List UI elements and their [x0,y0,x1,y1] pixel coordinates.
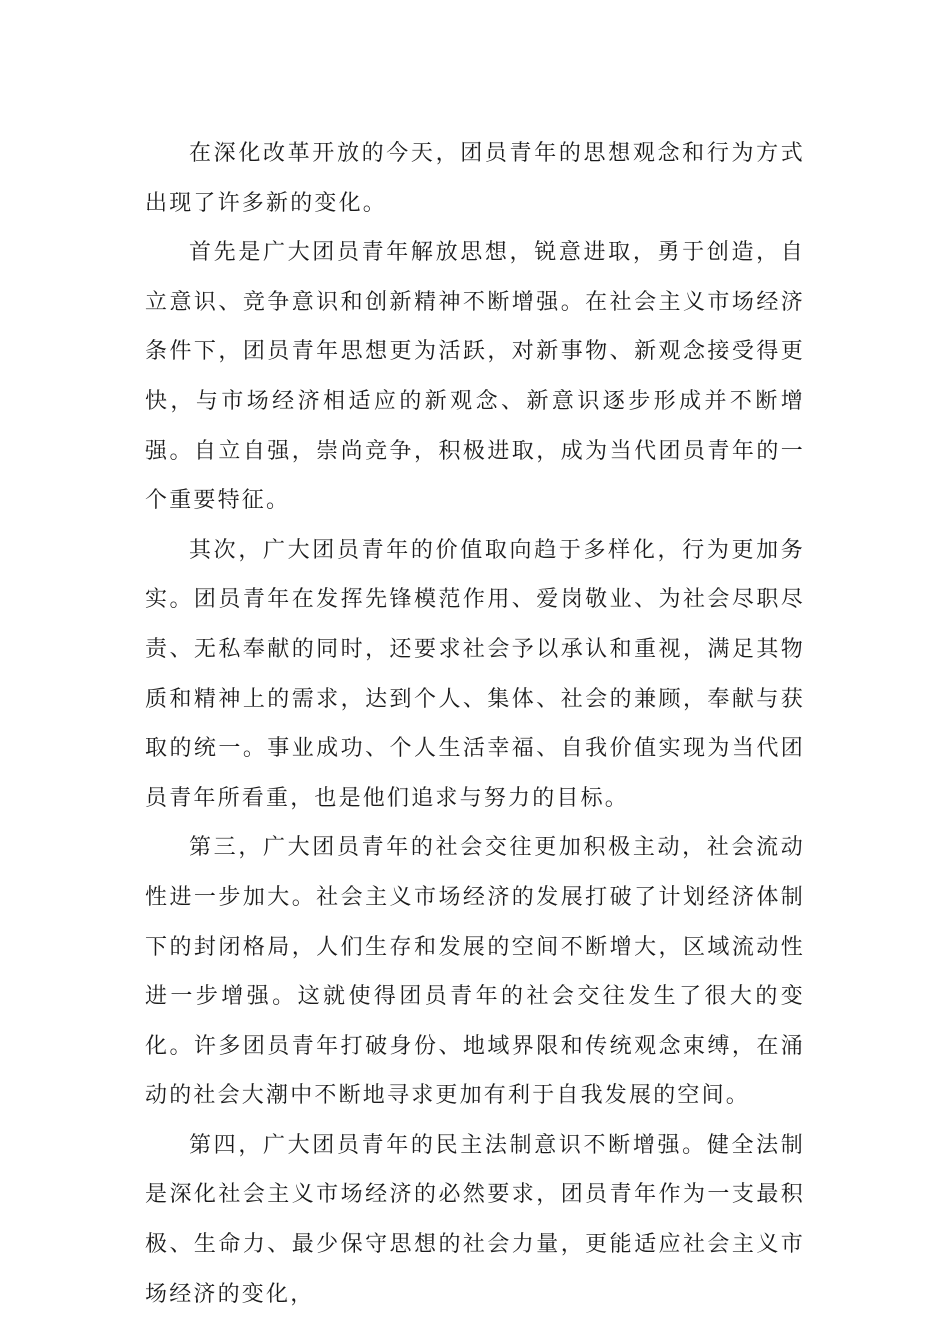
paragraph-third: 第三，广大团员青年的社会交往更加积极主动，社会流动性进一步加大。社会主义市场经济的发展打破了计划经济体制下的封闭格局，人们生存和发展的空间不断增大，区域流动性进一步增强。这就使得团员青年的社会交往发生了很大的变化。许多团员青年打破身份、地域界限和传统观念束缚，在涌动的社会大潮中不断地寻求更加有利于自我发展的空间。 [145,835,805,1109]
paragraph-fourth: 第四，广大团员青年的民主法制意识不断增强。健全法制是深化社会主义市场经济的必然要求，团员青年作为一支最积极、生命力、最少保守思想的社会力量，更能适应社会主义市场经济的变化， [145,1132,805,1307]
paragraph-intro: 在深化改革开放的今天，团员青年的思想观念和行为方式出现了许多新的变化。 [145,141,805,216]
paragraph-first: 首先是广大团员青年解放思想，锐意进取，勇于创造，自立意识、竞争意识和创新精神不断增强。在社会主义市场经济条件下，团员青年思想更为活跃，对新事物、新观念接受得更快，与市场经济相适应的新观念、新意识逐步形成并不断增强。自立自强，崇尚竞争，积极进取，成为当代团员青年的一个重要特征。 [145,240,805,514]
document-body [145,129,805,1319]
paragraph-second: 其次，广大团员青年的价值取向趋于多样化，行为更加务实。团员青年在发挥先锋模范作用、爱岗敬业、为社会尽职尽责、无私奉献的同时，还要求社会予以承认和重视，满足其物质和精神上的需求，达到个人、集体、社会的兼顾，奉献与获取的统一。事业成功、个人生活幸福、自我价值实现为当代团员青年所看重，也是他们追求与努力的目标。 [145,537,805,811]
